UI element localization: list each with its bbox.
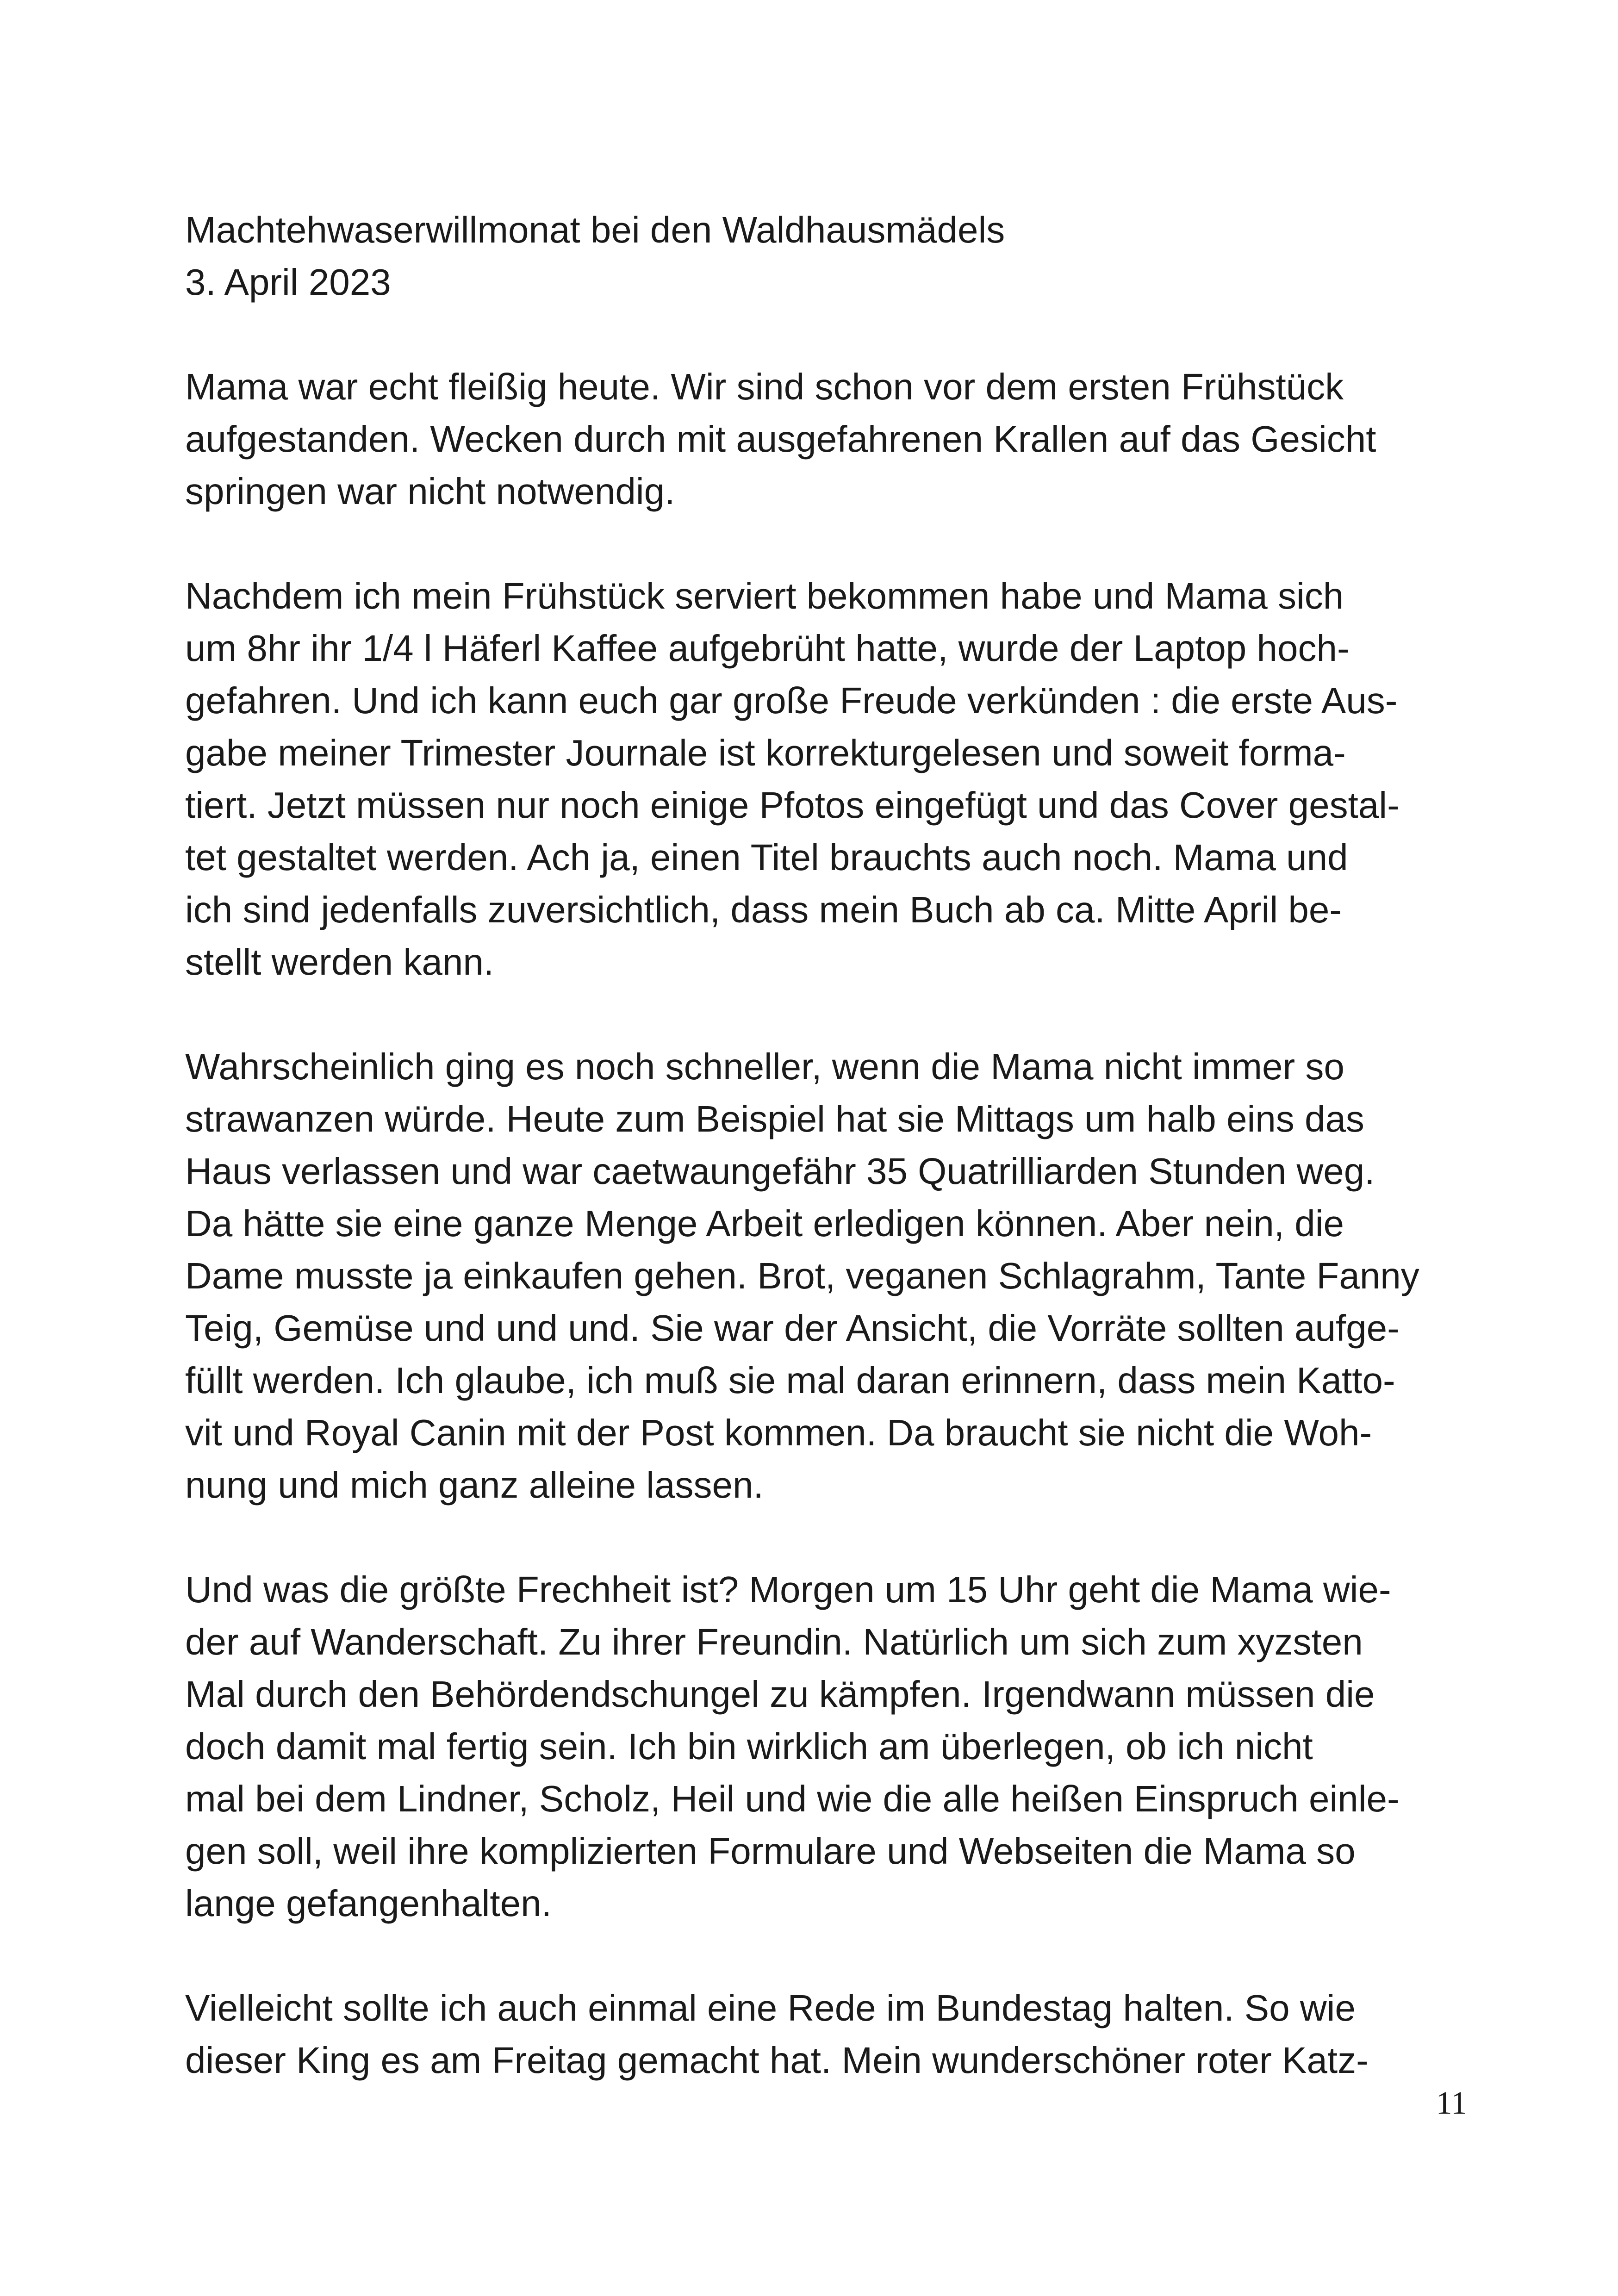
text-line: tiert. Jetzt müssen nur noch einige Pfotos eingefügt und das Cover gestal-: [185, 784, 1400, 826]
text-line: vit und Royal Canin mit der Post kommen. Da braucht sie nicht die Woh-: [185, 1412, 1372, 1453]
text-line: Teig, Gemüse und und und. Sie war der Ansicht, die Vorräte sollten aufge-: [185, 1307, 1400, 1349]
text-line: Und was die größte Frechheit ist? Morgen um 15 Uhr geht die Mama wie-: [185, 1569, 1391, 1610]
entry-title: Machtehwaserwillmonat bei den Waldhausmädels: [185, 209, 1005, 250]
text-line: springen war nicht notwendig.: [185, 471, 675, 512]
text-line: nung und mich ganz alleine lassen.: [185, 1464, 764, 1506]
paragraph: [185, 1040, 1453, 1511]
page-content: [185, 204, 1453, 2086]
text-line: stellt werden kann.: [185, 941, 494, 983]
text-line: mal bei dem Lindner, Scholz, Heil und wie die alle heißen Einspruch einle-: [185, 1778, 1400, 1819]
text-line: Haus verlassen und war caetwaungefähr 35 Quatrilliarden Stunden weg.: [185, 1151, 1375, 1192]
paragraph: [185, 570, 1453, 988]
text-line: füllt werden. Ich glaube, ich muß sie mal daran erinnern, dass mein Katto-: [185, 1360, 1395, 1401]
text-line: strawanzen würde. Heute zum Beispiel hat sie Mittags um halb eins das: [185, 1098, 1364, 1139]
paragraph: [185, 1563, 1453, 1929]
text-line: gefahren. Und ich kann euch gar große Freude verkünden : die erste Aus-: [185, 680, 1398, 721]
text-line: doch damit mal fertig sein. Ich bin wirklich am überlegen, ob ich nicht: [185, 1726, 1313, 1767]
text-line: Dame musste ja einkaufen gehen. Brot, veganen Schlagrahm, Tante Fanny: [185, 1255, 1419, 1296]
text-line: Mama war echt fleißig heute. Wir sind schon vor dem ersten Frühstück: [185, 366, 1344, 407]
entry-date: 3. April 2023: [185, 261, 391, 303]
text-line: Mal durch den Behördendschungel zu kämpfen. Irgendwann müssen die: [185, 1674, 1375, 1715]
text-line: Da hätte sie eine ganze Menge Arbeit erledigen können. Aber nein, die: [185, 1203, 1344, 1244]
text-line: aufgestanden. Wecken durch mit ausgefahrenen Krallen auf das Gesicht: [185, 418, 1376, 460]
text-line: gabe meiner Trimester Journale ist korrekturgelesen und soweit forma-: [185, 732, 1346, 773]
text-line: gen soll, weil ihre komplizierten Formulare und Webseiten die Mama so: [185, 1830, 1356, 1872]
text-line: Vielleicht sollte ich auch einmal eine Rede im Bundestag halten. So wie: [185, 1987, 1356, 2028]
text-line: lange gefangenhalten.: [185, 1883, 552, 1924]
entry-header: [185, 204, 1453, 308]
paragraph: [185, 361, 1453, 517]
page-number: 11: [1436, 2085, 1467, 2121]
text-line: der auf Wanderschaft. Zu ihrer Freundin. Natürlich um sich zum xyzsten: [185, 1621, 1363, 1662]
text-line: Nachdem ich mein Frühstück serviert bekommen habe und Mama sich: [185, 575, 1344, 616]
text-line: ich sind jedenfalls zuversichtlich, dass mein Buch ab ca. Mitte April be-: [185, 889, 1342, 930]
text-line: tet gestaltet werden. Ach ja, einen Titel brauchts auch noch. Mama und: [185, 837, 1348, 878]
text-line: Wahrscheinlich ging es noch schneller, wenn die Mama nicht immer so: [185, 1046, 1344, 1087]
text-line: um 8hr ihr 1/4 l Häferl Kaffee aufgebrüht hatte, wurde der Laptop hoch-: [185, 628, 1350, 669]
paragraph: [185, 1982, 1453, 2086]
text-line: dieser King es am Freitag gemacht hat. Mein wunderschöner roter Katz-: [185, 2040, 1369, 2081]
